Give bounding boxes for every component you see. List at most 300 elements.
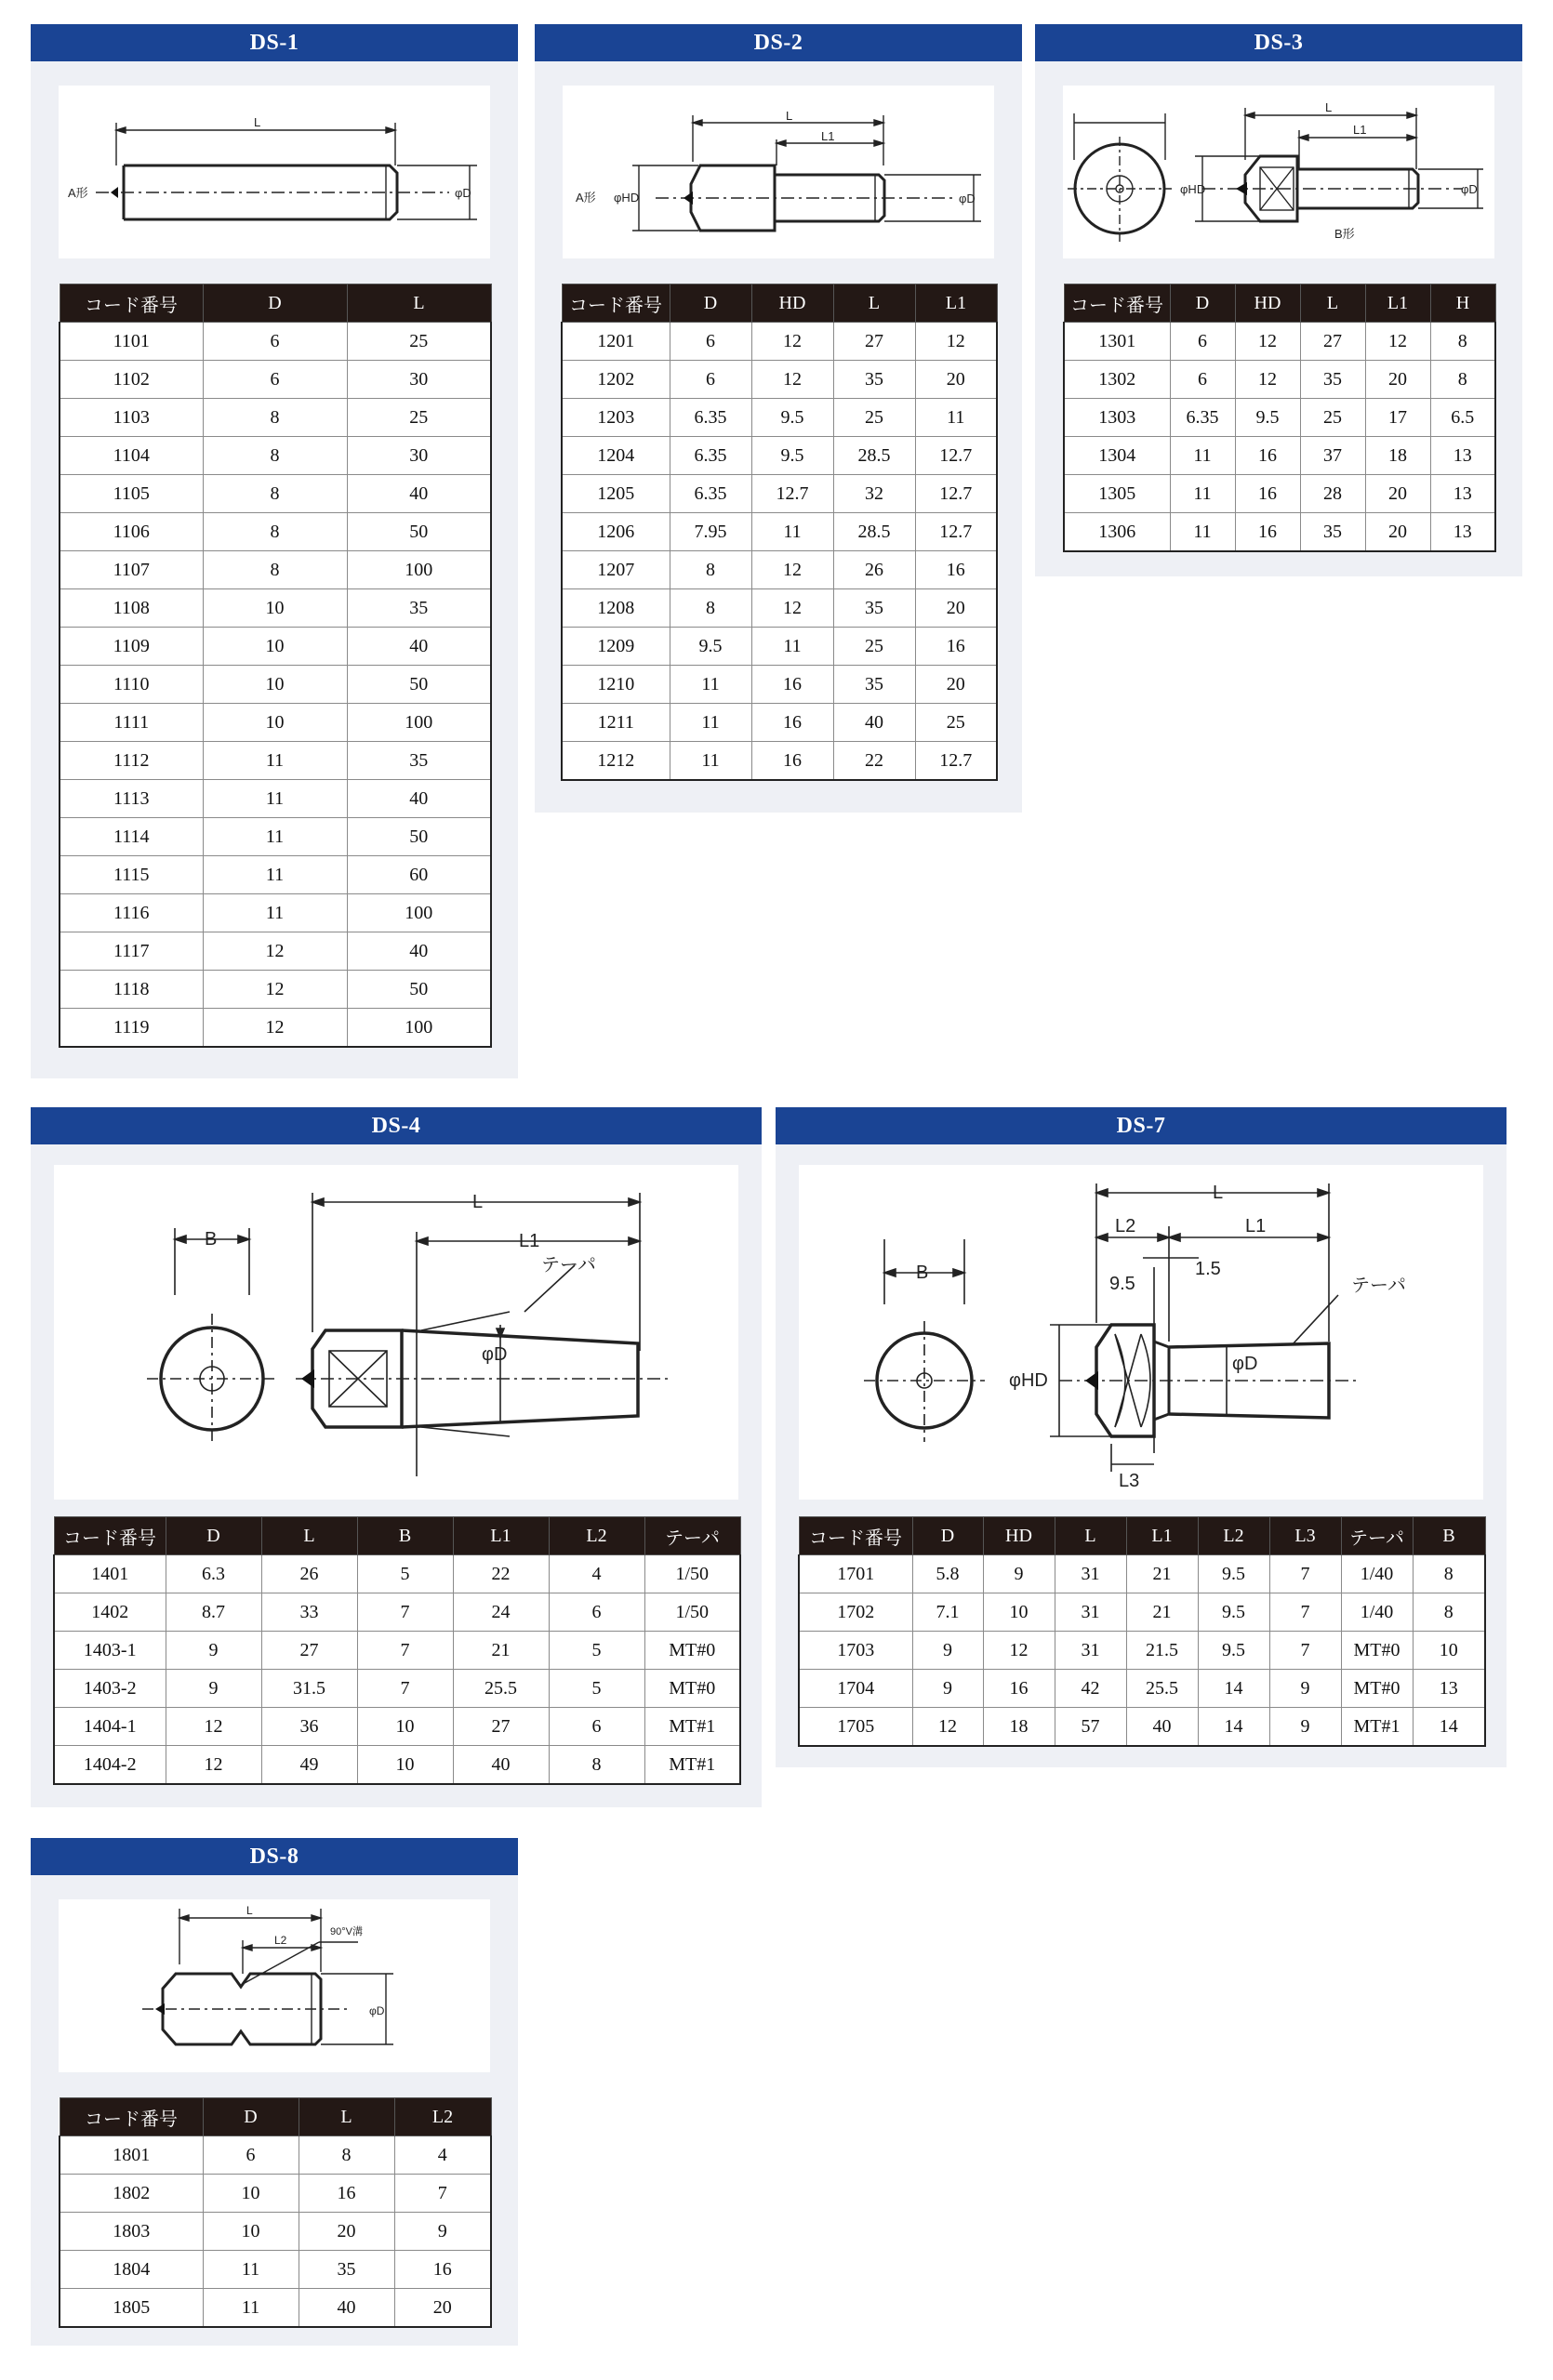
table-row [60, 742, 491, 780]
value-cell: 6 [1170, 323, 1235, 361]
value-cell: 11 [203, 780, 347, 818]
table-row [562, 437, 997, 475]
value-cell: 10 [203, 2213, 299, 2251]
value-cell: 11 [751, 513, 833, 551]
table-row [60, 399, 491, 437]
value-cell: 16 [394, 2251, 491, 2289]
value-cell: 50 [347, 971, 491, 1009]
code-cell: 1301 [1064, 323, 1170, 361]
table-row [60, 2175, 491, 2213]
ds7-dim-L: L [1213, 1183, 1224, 1203]
value-cell: 35 [347, 589, 491, 628]
value-cell: 16 [751, 666, 833, 704]
value-cell: 6 [549, 1593, 644, 1632]
ds7-header-taper: テーパ [1341, 1517, 1413, 1555]
value-cell: 16 [1235, 513, 1300, 552]
value-cell: 37 [1300, 437, 1365, 475]
value-cell: MT#1 [644, 1708, 740, 1746]
code-cell: 1101 [60, 323, 203, 361]
value-cell: 12 [1235, 361, 1300, 399]
code-cell: 1701 [799, 1555, 912, 1593]
value-cell: 18 [1365, 437, 1430, 475]
value-cell: 8 [1430, 361, 1495, 399]
ds3-header-L1: L1 [1365, 284, 1430, 323]
value-cell: 13 [1430, 513, 1495, 552]
value-cell: 8 [203, 551, 347, 589]
value-cell: 4 [394, 2136, 491, 2175]
ds7-dim-9-5: 9.5 [1109, 1274, 1135, 1294]
ds7-rows [799, 1555, 1485, 1747]
value-cell: 14 [1413, 1708, 1485, 1747]
value-cell: 12 [1365, 323, 1430, 361]
table-row [60, 589, 491, 628]
ds3-header-HD: HD [1235, 284, 1300, 323]
value-cell: 25 [347, 399, 491, 437]
ds4-taper: テーパ [541, 1255, 596, 1276]
code-cell: 1116 [60, 894, 203, 932]
ds2-dim-L1: L1 [821, 129, 835, 143]
value-cell: 11 [670, 704, 751, 742]
value-cell: 20 [394, 2289, 491, 2328]
value-cell: 6 [670, 361, 751, 399]
value-cell: 9.5 [1198, 1555, 1269, 1593]
table-row [60, 780, 491, 818]
table-row [60, 1009, 491, 1048]
code-cell: 1118 [60, 971, 203, 1009]
code-cell: 1114 [60, 818, 203, 856]
code-cell: 1212 [562, 742, 670, 781]
ds1-diagram [59, 86, 490, 258]
value-cell: 35 [347, 742, 491, 780]
value-cell: 10 [203, 704, 347, 742]
table-row [562, 704, 997, 742]
ds7-header-L2: L2 [1198, 1517, 1269, 1555]
value-cell: 25 [833, 628, 915, 666]
value-cell: 31 [1055, 1593, 1126, 1632]
table-row [60, 2136, 491, 2175]
value-cell: 25.5 [453, 1670, 549, 1708]
value-cell: 9.5 [670, 628, 751, 666]
value-cell: 6 [1170, 361, 1235, 399]
value-cell: MT#1 [1341, 1708, 1413, 1747]
value-cell: 1/40 [1341, 1593, 1413, 1632]
code-cell: 1105 [60, 475, 203, 513]
ds3-dim-L: L [1325, 100, 1333, 114]
value-cell: 9 [1269, 1708, 1341, 1747]
ds4-dim-B: B [205, 1229, 218, 1250]
value-cell: 40 [453, 1746, 549, 1785]
value-cell: 25 [347, 323, 491, 361]
value-cell: 50 [347, 666, 491, 704]
ds8-rows [60, 2136, 491, 2328]
value-cell: 35 [1300, 361, 1365, 399]
table-row [60, 894, 491, 932]
value-cell: 12 [751, 323, 833, 361]
value-cell: 24 [453, 1593, 549, 1632]
value-cell: 1/50 [644, 1593, 740, 1632]
value-cell: 22 [453, 1555, 549, 1593]
ds8-dim-L: L [246, 1904, 253, 1917]
ds3-dim-L1: L1 [1353, 123, 1367, 137]
value-cell: MT#1 [644, 1746, 740, 1785]
table-row [60, 971, 491, 1009]
table-row [1064, 475, 1495, 513]
value-cell: 9.5 [1235, 399, 1300, 437]
ds4-table [53, 1516, 741, 1785]
ds4-dim-D: φD [482, 1344, 508, 1365]
table-row [54, 1632, 740, 1670]
ds7-header-D: D [912, 1517, 983, 1555]
ds3-diagram [1063, 86, 1494, 258]
table-row [60, 475, 491, 513]
table-row [799, 1593, 1485, 1632]
code-cell: 1115 [60, 856, 203, 894]
table-row [60, 666, 491, 704]
ds2-dim-D: φD [959, 192, 976, 205]
value-cell: 26 [261, 1555, 357, 1593]
ds4-header-code: コード番号 [54, 1517, 166, 1555]
code-cell: 1109 [60, 628, 203, 666]
table-row [54, 1746, 740, 1785]
value-cell: 10 [203, 628, 347, 666]
table-row [562, 399, 997, 437]
ds2-header-L1: L1 [915, 284, 997, 323]
value-cell: 9 [912, 1632, 983, 1670]
table-row [562, 628, 997, 666]
value-cell: 8 [1413, 1555, 1485, 1593]
ds8-panel [31, 1838, 518, 2346]
value-cell: 14 [1198, 1670, 1269, 1708]
value-cell: 10 [203, 589, 347, 628]
ds4-dim-L: L [472, 1192, 484, 1212]
value-cell: 36 [261, 1708, 357, 1746]
value-cell: 27 [261, 1632, 357, 1670]
code-cell: 1111 [60, 704, 203, 742]
ds2-dim-HD: φHD [614, 191, 640, 205]
value-cell: 30 [347, 361, 491, 399]
code-cell: 1117 [60, 932, 203, 971]
code-cell: 1209 [562, 628, 670, 666]
ds1-dim-D: φD [455, 186, 471, 200]
ds1-header-code: コード番号 [60, 284, 203, 323]
code-cell: 1208 [562, 589, 670, 628]
value-cell: 21 [1126, 1593, 1198, 1632]
value-cell: 13 [1430, 475, 1495, 513]
value-cell: 16 [751, 742, 833, 781]
table-row [54, 1555, 740, 1593]
ds4-panel [31, 1107, 762, 1807]
value-cell: 12 [166, 1746, 261, 1785]
value-cell: 27 [453, 1708, 549, 1746]
value-cell: 12 [1235, 323, 1300, 361]
ds1-panel [31, 24, 518, 1078]
table-row [60, 437, 491, 475]
value-cell: 9 [394, 2213, 491, 2251]
value-cell: 100 [347, 551, 491, 589]
code-cell: 1805 [60, 2289, 203, 2328]
ds1-dim-L: L [254, 115, 261, 129]
value-cell: 21.5 [1126, 1632, 1198, 1670]
value-cell: 9 [1269, 1670, 1341, 1708]
value-cell: 6.35 [670, 437, 751, 475]
value-cell: 7 [394, 2175, 491, 2213]
value-cell: 33 [261, 1593, 357, 1632]
code-cell: 1305 [1064, 475, 1170, 513]
code-cell: 1404-1 [54, 1708, 166, 1746]
ds7-header-HD: HD [983, 1517, 1055, 1555]
ds3-table [1063, 284, 1496, 552]
value-cell: 26 [833, 551, 915, 589]
value-cell: 6.35 [1170, 399, 1235, 437]
ds2-rows [562, 323, 997, 781]
code-cell: 1401 [54, 1555, 166, 1593]
value-cell: 60 [347, 856, 491, 894]
value-cell: 10 [983, 1593, 1055, 1632]
ds7-taper: テーパ [1351, 1276, 1406, 1296]
value-cell: 25.5 [1126, 1670, 1198, 1708]
table-row [799, 1708, 1485, 1747]
value-cell: 12 [751, 589, 833, 628]
value-cell: 1/40 [1341, 1555, 1413, 1593]
value-cell: 7 [357, 1593, 453, 1632]
ds7-dim-L2: L2 [1115, 1216, 1136, 1236]
ds8-table [59, 2097, 492, 2328]
ds1-header-D: D [203, 284, 347, 323]
value-cell: 49 [261, 1746, 357, 1785]
value-cell: 6.3 [166, 1555, 261, 1593]
value-cell: 14 [1198, 1708, 1269, 1747]
value-cell: 6 [670, 323, 751, 361]
code-cell: 1107 [60, 551, 203, 589]
ds4-rows [54, 1555, 740, 1785]
table-row [60, 551, 491, 589]
value-cell: 11 [1170, 513, 1235, 552]
ds8-header-code: コード番号 [60, 2098, 203, 2136]
value-cell: 21 [453, 1632, 549, 1670]
value-cell: 8 [1430, 323, 1495, 361]
value-cell: 9.5 [1198, 1632, 1269, 1670]
value-cell: 12.7 [915, 475, 997, 513]
value-cell: 25 [915, 704, 997, 742]
value-cell: 12.7 [915, 513, 997, 551]
value-cell: 27 [833, 323, 915, 361]
table-row [60, 361, 491, 399]
code-cell: 1108 [60, 589, 203, 628]
value-cell: 7.95 [670, 513, 751, 551]
value-cell: 12 [751, 361, 833, 399]
value-cell: 40 [1126, 1708, 1198, 1747]
code-cell: 1204 [562, 437, 670, 475]
value-cell: 11 [670, 666, 751, 704]
ds3-header-H: H [1430, 284, 1495, 323]
value-cell: 8 [203, 513, 347, 551]
value-cell: 7 [357, 1670, 453, 1708]
value-cell: 11 [203, 742, 347, 780]
value-cell: 40 [347, 628, 491, 666]
ds4-dim-L1: L1 [519, 1231, 540, 1251]
value-cell: MT#0 [644, 1670, 740, 1708]
code-cell: 1803 [60, 2213, 203, 2251]
ds7-diagram [799, 1165, 1483, 1500]
value-cell: 8 [203, 399, 347, 437]
value-cell: 16 [983, 1670, 1055, 1708]
value-cell: 100 [347, 704, 491, 742]
value-cell: 11 [1170, 475, 1235, 513]
ds7-panel [776, 1107, 1507, 1767]
table-row [60, 2213, 491, 2251]
code-cell: 1201 [562, 323, 670, 361]
table-row [562, 742, 997, 781]
value-cell: 35 [833, 589, 915, 628]
code-cell: 1106 [60, 513, 203, 551]
value-cell: 10 [203, 666, 347, 704]
value-cell: 12.7 [915, 437, 997, 475]
table-row [60, 323, 491, 361]
code-cell: 1110 [60, 666, 203, 704]
value-cell: 31 [1055, 1555, 1126, 1593]
value-cell: 16 [915, 628, 997, 666]
code-cell: 1104 [60, 437, 203, 475]
code-cell: 1403-1 [54, 1632, 166, 1670]
value-cell: 8 [1413, 1593, 1485, 1632]
ds1-title: DS-1 [31, 24, 518, 61]
value-cell: 6.35 [670, 475, 751, 513]
table-row [799, 1670, 1485, 1708]
ds7-header-B: B [1413, 1517, 1485, 1555]
value-cell: 40 [299, 2289, 394, 2328]
ds3-title: DS-3 [1035, 24, 1522, 61]
value-cell: 25 [833, 399, 915, 437]
value-cell: 8 [299, 2136, 394, 2175]
value-cell: 6 [203, 2136, 299, 2175]
value-cell: 1/50 [644, 1555, 740, 1593]
ds2-header-D: D [670, 284, 751, 323]
value-cell: 35 [833, 666, 915, 704]
value-cell: 25 [1300, 399, 1365, 437]
ds2-form-label: A形 [576, 191, 596, 205]
value-cell: 31 [1055, 1632, 1126, 1670]
ds8-groove: 90°V溝 [330, 1926, 363, 1937]
code-cell: 1705 [799, 1708, 912, 1747]
value-cell: 57 [1055, 1708, 1126, 1747]
value-cell: 30 [347, 437, 491, 475]
ds3-header-D: D [1170, 284, 1235, 323]
table-row [60, 513, 491, 551]
value-cell: 28.5 [833, 437, 915, 475]
value-cell: 50 [347, 818, 491, 856]
value-cell: 17 [1365, 399, 1430, 437]
value-cell: 40 [347, 475, 491, 513]
code-cell: 1801 [60, 2136, 203, 2175]
value-cell: 4 [549, 1555, 644, 1593]
table-row [799, 1632, 1485, 1670]
value-cell: 9 [166, 1632, 261, 1670]
table-row [60, 2289, 491, 2328]
value-cell: 16 [1235, 437, 1300, 475]
ds2-header-L: L [833, 284, 915, 323]
ds3-dim-D: φD [1461, 182, 1478, 196]
code-cell: 1210 [562, 666, 670, 704]
ds8-header-D: D [203, 2098, 299, 2136]
code-cell: 1119 [60, 1009, 203, 1048]
value-cell: 7 [357, 1632, 453, 1670]
ds7-header-L: L [1055, 1517, 1126, 1555]
value-cell: 18 [983, 1708, 1055, 1747]
code-cell: 1802 [60, 2175, 203, 2213]
ds3-header-L: L [1300, 284, 1365, 323]
code-cell: 1112 [60, 742, 203, 780]
ds4-header-L2: L2 [549, 1517, 644, 1555]
ds2-table [561, 284, 998, 781]
value-cell: 9 [166, 1670, 261, 1708]
table-row [562, 589, 997, 628]
value-cell: 11 [203, 894, 347, 932]
ds7-dim-HD: φHD [1009, 1370, 1048, 1391]
code-cell: 1404-2 [54, 1746, 166, 1785]
table-row [562, 323, 997, 361]
code-cell: 1113 [60, 780, 203, 818]
value-cell: 5 [549, 1632, 644, 1670]
code-cell: 1703 [799, 1632, 912, 1670]
value-cell: 11 [203, 818, 347, 856]
value-cell: 6 [549, 1708, 644, 1746]
value-cell: 6.5 [1430, 399, 1495, 437]
table-row [562, 666, 997, 704]
ds1-header-L: L [347, 284, 491, 323]
ds7-dim-B: B [916, 1263, 929, 1283]
value-cell: 35 [299, 2251, 394, 2289]
code-cell: 1304 [1064, 437, 1170, 475]
value-cell: 20 [1365, 475, 1430, 513]
value-cell: 10 [357, 1708, 453, 1746]
code-cell: 1211 [562, 704, 670, 742]
value-cell: 28.5 [833, 513, 915, 551]
code-cell: 1206 [562, 513, 670, 551]
value-cell: 9.5 [1198, 1593, 1269, 1632]
value-cell: 13 [1413, 1670, 1485, 1708]
ds2-dim-L: L [786, 109, 793, 123]
value-cell: 100 [347, 894, 491, 932]
ds8-title: DS-8 [31, 1838, 518, 1875]
table-row [562, 513, 997, 551]
ds3-rows [1064, 323, 1495, 552]
table-row [799, 1555, 1485, 1593]
ds7-header-code: コード番号 [799, 1517, 912, 1555]
value-cell: 12.7 [915, 742, 997, 781]
value-cell: 31.5 [261, 1670, 357, 1708]
ds7-table [798, 1516, 1486, 1747]
code-cell: 1804 [60, 2251, 203, 2289]
value-cell: MT#0 [644, 1632, 740, 1670]
table-row [1064, 437, 1495, 475]
table-row [60, 932, 491, 971]
ds2-header-HD: HD [751, 284, 833, 323]
table-row [60, 856, 491, 894]
ds4-diagram [54, 1165, 738, 1500]
value-cell: 5 [357, 1555, 453, 1593]
value-cell: 8.7 [166, 1593, 261, 1632]
value-cell: 12 [166, 1708, 261, 1746]
value-cell: 5 [549, 1670, 644, 1708]
ds1-table [59, 284, 492, 1048]
ds3-form-label: B形 [1334, 227, 1355, 241]
value-cell: 22 [833, 742, 915, 781]
value-cell: 20 [1365, 361, 1430, 399]
value-cell: 12 [912, 1708, 983, 1747]
code-cell: 1402 [54, 1593, 166, 1632]
ds2-header-code: コード番号 [562, 284, 670, 323]
value-cell: 42 [1055, 1670, 1126, 1708]
